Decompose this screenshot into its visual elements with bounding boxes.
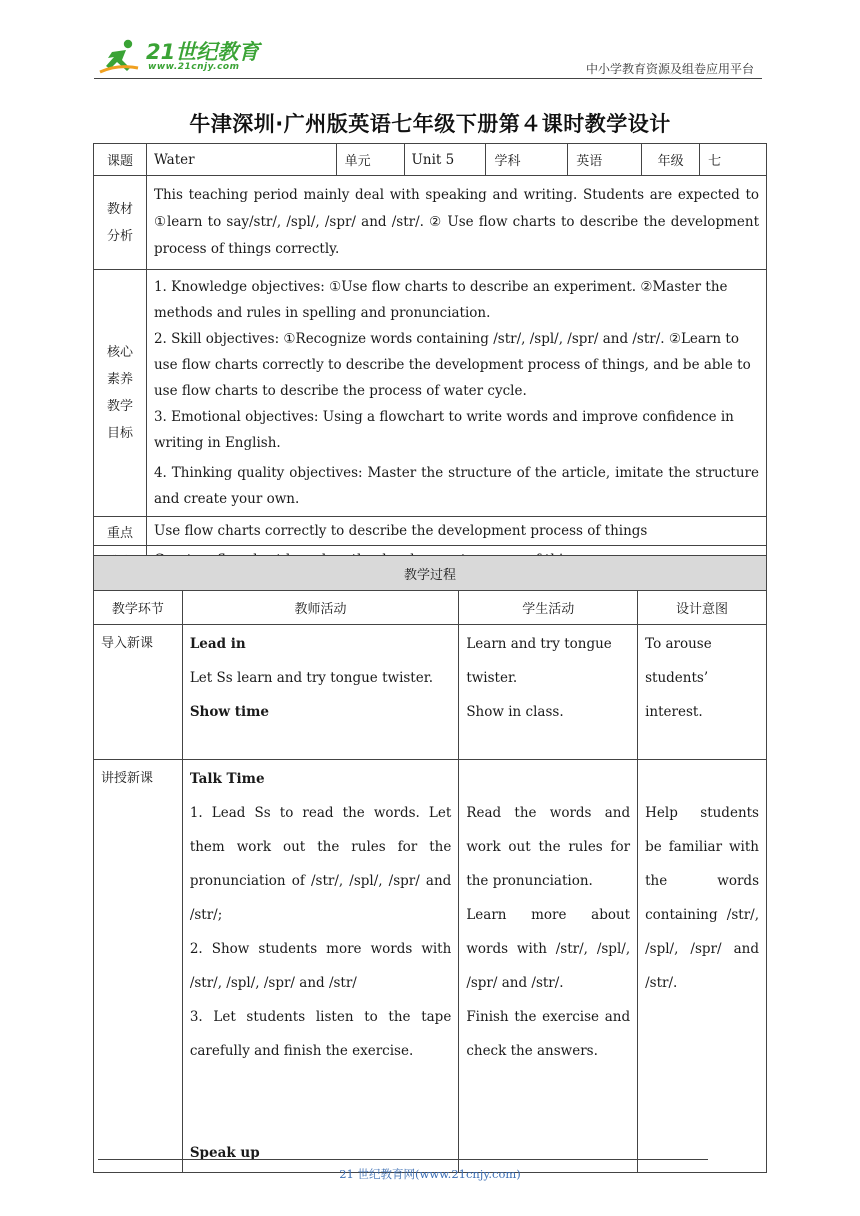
document-title: 牛津深圳·广州版英语七年级下册第４课时教学设计 [189, 112, 671, 136]
grade-value: 七 [700, 144, 767, 176]
logo-text: 21世纪教育 [146, 40, 260, 64]
activity-text: Learn more about words with /str/, /spl/, /spr/ and /str/. [466, 907, 631, 991]
objective-item: 2. Skill objectives: ①Recognize words containing /str/, /spl/, /spr/ and /str/. ②Learn to use flow charts correctly to describe the development process of things, and be able to use flow charts to describe the process of water cycle. [153, 331, 751, 399]
activity-text: Learn and try tongue twister. [466, 636, 612, 686]
spacer [466, 762, 630, 796]
topic-label: 课题 [94, 144, 147, 176]
column-header: 学生活动 [459, 591, 638, 625]
activity-text: 3. Let students listen to the tape carefully and finish the exercise. [189, 1009, 452, 1059]
subject-label: 学科 [486, 144, 568, 176]
topic-value: Water [146, 144, 336, 176]
spacer [190, 1102, 452, 1136]
process-row-intro [94, 625, 767, 760]
key-point-text: Use flow charts correctly to describe the development process of things [146, 517, 766, 546]
header-divider [94, 78, 762, 79]
column-header: 设计意图 [638, 591, 767, 625]
objectives-row [94, 270, 767, 517]
unit-value: Unit 5 [404, 144, 486, 176]
student-activity [459, 625, 638, 760]
info-row [94, 144, 767, 176]
logo-url: www.21cnjy.com [148, 62, 240, 72]
design-intent [638, 760, 767, 1173]
runner-logo-icon [98, 38, 142, 76]
teaching-process-table [93, 555, 767, 1173]
grade-label: 年级 [642, 144, 700, 176]
footer-divider [98, 1159, 708, 1160]
analysis-row [94, 176, 767, 270]
stage-cell: 讲授新课 [94, 760, 183, 1173]
footer-link[interactable]: 21 世纪教育网(www.21cnjy.com) [339, 1167, 521, 1181]
unit-label: 单元 [336, 144, 404, 176]
activity-text: 2. Show students more words with /str/, /spl/, /spr/ and /str/ [189, 941, 452, 991]
process-section-header [94, 556, 767, 591]
objective-item: 4. Thinking quality objectives: Master the structure of the article, imitate the structure and create your own. [153, 465, 759, 507]
activity-text: Show in class. [466, 704, 564, 720]
process-title: 教学过程 [94, 556, 767, 591]
objectives-list [146, 270, 766, 517]
objective-item: 3. Emotional objectives: Using a flowchart to write words and improve confidence in writing in English. [153, 409, 734, 451]
process-column-headers [94, 591, 767, 625]
activity-text: Let Ss learn and try tongue twister. [189, 670, 433, 686]
page-header [94, 34, 758, 80]
teacher-activity [182, 625, 459, 760]
design-intent: To arouse students’ interest. [638, 625, 767, 760]
analysis-label: 教材分析 [94, 176, 147, 270]
objectives-label: 核心素养教学目标 [94, 270, 147, 517]
spacer [645, 762, 759, 796]
lesson-info-table [93, 143, 767, 575]
student-activity [459, 760, 638, 1173]
subject-value: 英语 [568, 144, 642, 176]
activity-heading: Speak up [189, 1145, 260, 1161]
activity-text: Read the words and work out the rules for the pronunciation. [466, 805, 631, 889]
site-logo[interactable] [94, 34, 264, 78]
activity-text: 1. Lead Ss to read the words. Let them work out the rules for the pronunciation of /str/, /spl/, /spr/ and /str/; [189, 805, 452, 923]
activity-text: Finish the exercise and check the answers. [466, 1009, 631, 1059]
platform-name: 中小学教育资源及组卷应用平台 [585, 62, 754, 76]
column-header: 教学环节 [94, 591, 183, 625]
analysis-text: This teaching period mainly deal with speaking and writing. Students are expected to ①learn to say/str/, /spl/, /spr/ and /str/. ② Use flow charts to describe the development process of things correctly. [146, 176, 766, 270]
key-point-row [94, 517, 767, 546]
spacer [190, 1068, 452, 1102]
activity-heading: Show time [189, 704, 269, 720]
key-point-label: 重点 [94, 517, 147, 546]
process-row-new [94, 760, 767, 1173]
intent-text: Help students be familiar with the words containing /str/, /spl/, /spr/ and /str/. [645, 805, 759, 991]
objective-item: 1. Knowledge objectives: ①Use flow charts to describe an experiment. ②Master the methods and rules in spelling and pronunciation. [153, 279, 728, 321]
activity-heading: Lead in [189, 636, 246, 652]
stage-cell: 导入新课 [94, 625, 183, 760]
activity-heading: Talk Time [189, 771, 265, 787]
teacher-activity [182, 760, 459, 1173]
column-header: 教师活动 [182, 591, 459, 625]
